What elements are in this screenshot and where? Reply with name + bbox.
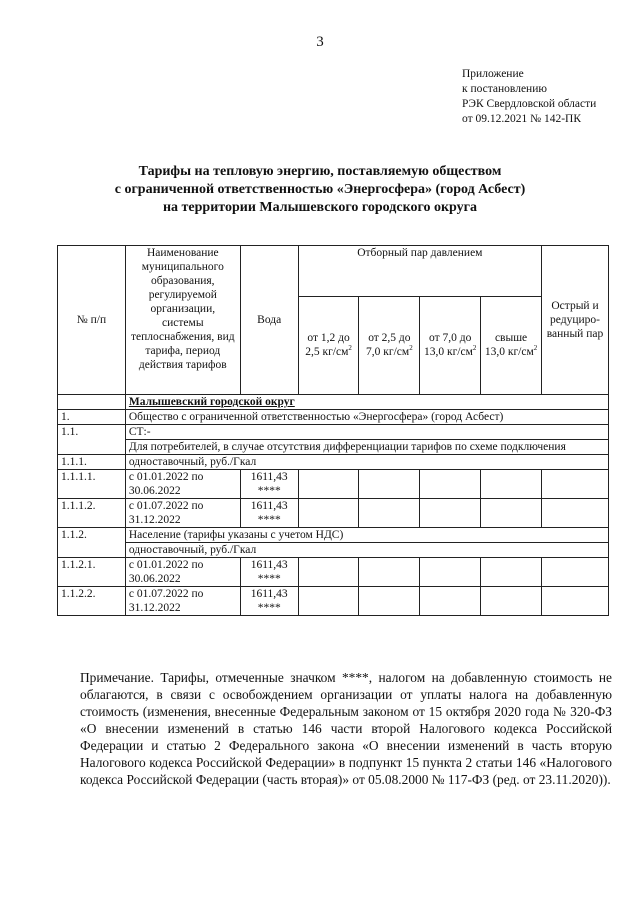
header-pressure-1: от 1,2 до 2,5 $кг/см^2$	[298, 296, 359, 394]
table-row	[58, 470, 609, 499]
table-row	[58, 440, 609, 455]
header-name: Наименование муниципального образования, регулируемой организации, системы теплоснабжения, вид тарифа, период действия тарифов	[125, 246, 240, 395]
consumer-group: Для потребителей, в случае отсутствия дифференциации тарифов по схеме подключения	[125, 440, 608, 455]
tariff-period: с 01.07.2022 по 31.12.2022	[125, 499, 240, 528]
row-number: 1.1.1.2.	[58, 499, 126, 528]
appendix-line: от 09.12.2021 № 142-ПК	[462, 113, 582, 125]
tariff-period: с 01.01.2022 по 30.06.2022	[125, 470, 240, 499]
row-number: 1.	[58, 410, 126, 425]
heat-system-name: СТ:-	[125, 425, 608, 440]
header-pressure-2: от 2,5 до 7,0 $кг/см^2$	[359, 296, 420, 394]
row-number: 1.1.2.	[58, 528, 126, 558]
table-row	[58, 499, 609, 528]
row-number: 1.1.	[58, 425, 126, 455]
table-row	[58, 455, 609, 470]
water-tariff: 1611,43 ****	[240, 499, 298, 528]
consumer-group: Население (тарифы указаны с учетом НДС)	[125, 528, 608, 543]
water-tariff: 1611,43 ****	[240, 558, 298, 587]
table-row	[58, 587, 609, 616]
appendix-line: РЭК Свердловской области	[462, 98, 597, 110]
row-number: 1.1.1.	[58, 455, 126, 470]
water-tariff: 1611,43 ****	[240, 587, 298, 616]
title-line: Тарифы на тепловую энергию, поставляемую обществом	[138, 164, 502, 179]
title-line: на территории Малышевского городского округа	[162, 200, 477, 215]
appendix-line: Приложение	[462, 68, 524, 80]
title-line: с ограниченной ответственностью «Энергосфера» (город Асбест)	[114, 182, 526, 197]
header-acute-steam: Острый и редуциро-ванный пар	[542, 246, 609, 395]
header-steam-group: Отборный пар давлением	[298, 246, 541, 297]
row-number: 1.1.2.1.	[58, 558, 126, 587]
table-row	[58, 528, 609, 543]
water-tariff: 1611,43 ****	[240, 470, 298, 499]
table-row	[58, 558, 609, 587]
row-number: 1.1.2.2.	[58, 587, 126, 616]
header-row	[58, 246, 609, 297]
tariff-period: с 01.01.2022 по 30.06.2022	[125, 558, 240, 587]
tariff-period: с 01.07.2022 по 31.12.2022	[125, 587, 240, 616]
table-row	[58, 410, 609, 425]
row-number: 1.1.1.1.	[58, 470, 126, 499]
table-row	[58, 425, 609, 440]
tariff-type: одноставочный, руб./Гкал	[125, 455, 608, 470]
table-row	[58, 543, 609, 558]
header-pressure-3: от 7,0 до 13,0 $кг/см^2$	[420, 296, 481, 394]
appendix-block	[462, 67, 596, 127]
organization-name: Общество с ограниченной ответственностью «Энергосфера» (город Асбест)	[125, 410, 608, 425]
district-name: Малышевский городской округ	[125, 395, 608, 410]
header-num: № п/п	[58, 246, 126, 395]
page-number: 3	[316, 34, 324, 50]
document-title	[40, 163, 600, 217]
footnote: Примечание. Тарифы, отмеченные значком ****, налогом на добавленную стоимость не облагаются, в связи с освобождением организации от уплаты налога на добавленную стоимость (изменения, внесенные Федеральным законом от 15 октября 2020 года № 320-ФЗ «О внесении изменений в статью 146 части второй Налогового кодекса Российской Федерации и статью 2 Федерального закона «О внесении изменений в часть вторую Налогового кодекса Российской Федерации» в подпункт 15 пункта 2 статьи 146 «Налогового кодекса Российской Федерации (часть вторая)» от 05.08.2000 № 117-ФЗ (ред. от 23.11.2020)).	[80, 670, 612, 787]
tariff-table	[57, 245, 609, 616]
header-water: Вода	[240, 246, 298, 395]
tariff-type: одноставочный, руб./Гкал	[125, 543, 608, 558]
header-pressure-4: свыше 13,0 $кг/см^2$	[481, 296, 542, 394]
table-row	[58, 395, 609, 410]
appendix-line: к постановлению	[462, 83, 547, 95]
